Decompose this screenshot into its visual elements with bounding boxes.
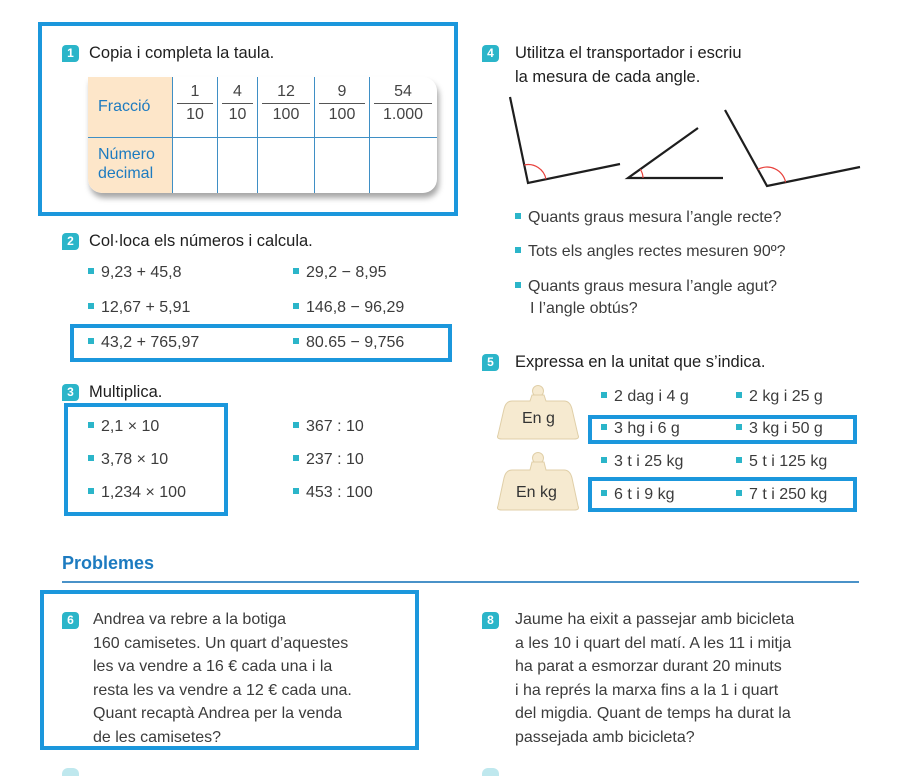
exercise-title-line2: la mesura de cada angle. (515, 68, 701, 86)
conversion-item: 7 t i 250 kg (736, 486, 827, 504)
operation-item: 12,67 + 5,91 (88, 299, 190, 317)
conversion-item: 6 t i 9 kg (601, 486, 674, 504)
denominator: 10 (186, 106, 204, 123)
operation-item: 43,2 + 765,97 (88, 334, 199, 352)
conversion-item: 2 dag i 4 g (601, 388, 689, 406)
exercise-title: Copia i completa la taula. (89, 44, 275, 62)
denominator: 100 (272, 106, 300, 123)
exercise-title: Expressa en la unitat que s’indica. (515, 353, 766, 371)
text-line: i ha représ la marxa fins a la 1 i quart (515, 681, 779, 699)
angle-arc (758, 167, 786, 182)
text-line: passejada amb bicicleta? (515, 728, 695, 746)
table-col-divider (172, 77, 173, 193)
angle-arc (640, 169, 643, 178)
conversion-item: 2 kg i 25 g (736, 388, 823, 406)
fraction-cell (316, 83, 368, 124)
text-line: resta les va vendre a 12 € cada una. (93, 681, 352, 699)
problem-number-badge: 8 (482, 612, 499, 629)
text-line: Quant recaptà Andrea per la venda (93, 705, 343, 723)
weight-label-grams (492, 383, 584, 443)
conversion-item: 3 t i 25 kg (601, 453, 683, 471)
text-line: a les 10 i quart del matí. A les 11 i mitja (515, 634, 792, 652)
question-item: Quants graus mesura l’angle agut? (515, 278, 777, 296)
table-col-divider (257, 77, 258, 193)
numerator: 4 (233, 83, 242, 100)
question-item-continuation: I l’angle obtús? (530, 300, 638, 317)
conversion-item: 5 t i 125 kg (736, 453, 827, 471)
problem-number-badge: 6 (62, 612, 79, 629)
fraction-table (88, 77, 437, 193)
table-col-divider (314, 77, 315, 193)
exercise-title: Col·loca els números i calcula. (89, 232, 313, 250)
operation-item: 1,234 × 100 (88, 484, 186, 502)
exercise-number-badge: 5 (482, 354, 499, 371)
operation-item: 237 : 10 (293, 451, 364, 469)
operation-item: 146,8 − 96,29 (293, 299, 404, 317)
exercise-title: Multiplica. (89, 383, 163, 401)
section-heading-problemes: Problemes (62, 553, 155, 573)
operation-item: 9,23 + 45,8 (88, 264, 182, 282)
numerator: 1 (190, 83, 200, 100)
fraction-cell (259, 83, 313, 124)
operation-item: 2,1 × 10 (88, 418, 159, 436)
table-col-divider (217, 77, 218, 193)
table-col-divider (369, 77, 370, 193)
denominator: 1.000 (382, 106, 424, 123)
exercise-number-badge: 3 (62, 384, 79, 401)
row-label-decimal-1: Número (98, 146, 155, 163)
angle-acute (628, 128, 723, 178)
fraction-cell (219, 83, 256, 124)
exercise-number-badge: 1 (62, 45, 79, 62)
text-line: del migdia. Quant de temps ha durat la (515, 705, 791, 723)
angle-drawings (490, 90, 870, 195)
question-item: Tots els angles rectes mesuren 90º? (515, 243, 786, 261)
operation-item: 29,2 − 8,95 (293, 264, 387, 282)
operation-item: 3,78 × 10 (88, 451, 168, 469)
denominator: 100 (328, 106, 356, 123)
numerator: 12 (277, 83, 295, 100)
conversion-item: 3 hg i 6 g (601, 420, 680, 438)
table-row-divider (88, 137, 437, 138)
problem-6-text (93, 608, 352, 750)
numerator: 9 (337, 83, 347, 100)
fraction-cell (174, 83, 216, 124)
weight-text: En kg (516, 484, 557, 501)
weight-text: En g (522, 410, 555, 427)
weight-icon (492, 450, 584, 514)
text-line: 160 camisetes. Un quart d’aquestes (93, 634, 349, 652)
operation-item: 367 : 10 (293, 418, 364, 436)
operation-item: 453 : 100 (293, 484, 373, 502)
text-line: Jaume ha eixit a passejar amb bicicleta (515, 611, 795, 628)
question-item: Quants graus mesura l’angle recte? (515, 209, 781, 227)
fraction-cell (371, 83, 435, 124)
problem-8-text (515, 608, 794, 750)
exercise-title-line1: Utilitza el transportador i escriu (515, 44, 742, 62)
numerator: 54 (394, 83, 412, 100)
exercise-number-badge: 2 (62, 233, 79, 250)
text-line: de les camisetes? (93, 728, 222, 746)
cropped-badge (482, 768, 499, 776)
text-line: ha parat a esmorzar durant 20 minuts (515, 658, 782, 676)
row-label-fraction: Fracció (98, 98, 151, 115)
denominator: 10 (228, 106, 247, 123)
weight-label-kilograms (492, 450, 584, 514)
operation-item: 80.65 − 9,756 (293, 334, 404, 352)
exercise-number-badge: 4 (482, 45, 499, 62)
row-label-decimal-2: decimal (98, 165, 154, 182)
conversion-item: 3 kg i 50 g (736, 420, 823, 438)
angle-obtuse-2 (725, 110, 860, 186)
angle-obtuse-1 (510, 97, 620, 183)
section-divider (62, 581, 859, 583)
text-line: Andrea va rebre a la botiga (93, 611, 287, 628)
text-line: les va vendre a 16 € cada una i la (93, 658, 333, 676)
cropped-badge (62, 768, 79, 776)
